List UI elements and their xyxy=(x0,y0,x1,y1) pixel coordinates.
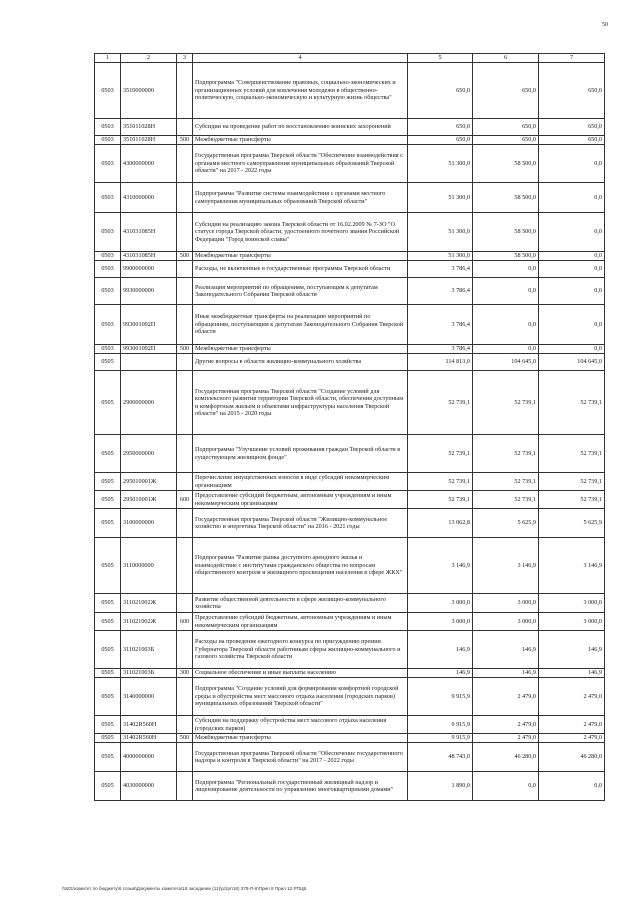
section-code-cell: 0505 xyxy=(95,509,121,538)
amount-2020-cell: 0,0 xyxy=(539,345,605,354)
item-name-cell: Подпрограмма "Создание условий для формирования комфортной городской среды и обустройства мест массового отдыха населения (городских парков) муниципальных образований Тверской области" xyxy=(193,678,408,716)
amount-2018-cell: 52 739,1 xyxy=(408,371,473,435)
amount-2019-cell: 58 500,0 xyxy=(473,145,539,183)
amount-2020-cell: 104 645,0 xyxy=(539,354,605,371)
amount-2018-cell: 51 300,0 xyxy=(408,145,473,183)
amount-2019-cell: 3 000,0 xyxy=(473,594,539,613)
table-row xyxy=(95,213,605,252)
expense-type-cell: 300 xyxy=(177,669,193,678)
amount-2018-cell: 52 739,1 xyxy=(408,491,473,509)
table-row xyxy=(95,613,605,631)
table-row xyxy=(95,278,605,305)
amount-2020-cell: 52 739,1 xyxy=(539,371,605,435)
target-article-cell: 295010001Ж xyxy=(121,491,177,509)
section-code-cell: 0505 xyxy=(95,613,121,631)
amount-2020-cell: 5 625,9 xyxy=(539,509,605,538)
item-name-cell: Перечисление имущественных взносов в виде субсидий некоммерческим организациям xyxy=(193,473,408,491)
column-number-row xyxy=(95,54,605,63)
table-row xyxy=(95,63,605,119)
item-name-cell: Субсидии на проведение работ по восстановлению воинских захоронений xyxy=(193,119,408,136)
section-code-cell: 0505 xyxy=(95,354,121,371)
table-row xyxy=(95,435,605,473)
item-name-cell: Подпрограмма "Улучшение условий проживания граждан Тверской области в существующем жилищном фонде" xyxy=(193,435,408,473)
item-name-cell: Предоставление субсидий бюджетным, автономным учреждениям и иным некоммерческим организациям xyxy=(193,491,408,509)
expense-type-cell xyxy=(177,435,193,473)
amount-2020-cell: 2 479,0 xyxy=(539,734,605,743)
section-code-cell: 0505 xyxy=(95,678,121,716)
amount-2020-cell: 146,9 xyxy=(539,669,605,678)
amount-2020-cell: 3 146,9 xyxy=(539,538,605,594)
amount-2019-cell: 0,0 xyxy=(473,305,539,345)
expense-type-cell xyxy=(177,354,193,371)
table-row xyxy=(95,631,605,669)
column-number: 5 xyxy=(408,54,473,63)
amount-2019-cell: 0,0 xyxy=(473,345,539,354)
amount-2019-cell: 650,0 xyxy=(473,119,539,136)
section-code-cell: 0505 xyxy=(95,716,121,734)
section-code-cell: 0505 xyxy=(95,371,121,435)
column-number: 3 xyxy=(177,54,193,63)
target-article-cell: 4300000000 xyxy=(121,145,177,183)
target-article-cell: 31402R560Н xyxy=(121,734,177,743)
section-code-cell: 0503 xyxy=(95,119,121,136)
expense-type-cell xyxy=(177,278,193,305)
item-name-cell: Расходы, не включенные в государственные программы Тверской области xyxy=(193,261,408,278)
amount-2019-cell: 0,0 xyxy=(473,261,539,278)
page-number: 50 xyxy=(602,22,608,28)
table-row xyxy=(95,345,605,354)
table-row xyxy=(95,136,605,145)
amount-2020-cell: 0,0 xyxy=(539,145,605,183)
column-number: 6 xyxy=(473,54,539,63)
amount-2019-cell: 2 479,0 xyxy=(473,716,539,734)
amount-2018-cell: 3 000,0 xyxy=(408,613,473,631)
section-code-cell: 0503 xyxy=(95,136,121,145)
target-article-cell: 2900000000 xyxy=(121,371,177,435)
amount-2018-cell: 9 915,9 xyxy=(408,734,473,743)
item-name-cell: Государственная программа Тверской области "Жилищно-коммунальное хозяйство и энергетика Тверской области" на 2016 - 2021 годы xyxy=(193,509,408,538)
expense-type-cell xyxy=(177,509,193,538)
amount-2018-cell: 9 915,9 xyxy=(408,716,473,734)
amount-2020-cell: 3 000,0 xyxy=(539,613,605,631)
column-number: 1 xyxy=(95,54,121,63)
amount-2018-cell: 9 915,9 xyxy=(408,678,473,716)
target-article-cell: 9900000000 xyxy=(121,261,177,278)
item-name-cell: Другие вопросы в области жилищно-коммунального хозяйства xyxy=(193,354,408,371)
item-name-cell: Расходы на проведение ежегодного конкурса по присуждению премии Губернатора Тверской области работникам сферы жилищно-коммунального и газового хозяйства Тверской области xyxy=(193,631,408,669)
table-row xyxy=(95,772,605,801)
amount-2020-cell: 52 739,1 xyxy=(539,491,605,509)
amount-2020-cell: 650,0 xyxy=(539,136,605,145)
item-name-cell: Предоставление субсидий бюджетным, автономным учреждениям и иным некоммерческим организациям xyxy=(193,613,408,631)
amount-2018-cell: 3 786,4 xyxy=(408,345,473,354)
expense-type-cell: 600 xyxy=(177,613,193,631)
amount-2018-cell: 52 739,1 xyxy=(408,435,473,473)
section-code-cell: 0505 xyxy=(95,743,121,772)
column-number: 4 xyxy=(193,54,408,63)
section-code-cell: 0503 xyxy=(95,183,121,213)
item-name-cell: Развитие общественной деятельности в сфере жилищно-коммунального хозяйства xyxy=(193,594,408,613)
table-row xyxy=(95,491,605,509)
amount-2018-cell: 3 786,4 xyxy=(408,305,473,345)
section-code-cell: 0505 xyxy=(95,734,121,743)
expense-type-cell: 500 xyxy=(177,252,193,261)
table-row xyxy=(95,669,605,678)
amount-2019-cell: 146,9 xyxy=(473,669,539,678)
amount-2018-cell: 146,9 xyxy=(408,669,473,678)
amount-2018-cell: 114 813,0 xyxy=(408,354,473,371)
section-code-cell: 0505 xyxy=(95,538,121,594)
expense-type-cell xyxy=(177,119,193,136)
amount-2019-cell: 104 645,0 xyxy=(473,354,539,371)
amount-2020-cell: 0,0 xyxy=(539,183,605,213)
section-code-cell: 0505 xyxy=(95,473,121,491)
amount-2019-cell: 146,9 xyxy=(473,631,539,669)
amount-2019-cell: 52 739,1 xyxy=(473,371,539,435)
expense-type-cell xyxy=(177,716,193,734)
target-article-cell: 311021002Ж xyxy=(121,613,177,631)
amount-2018-cell: 3 786,4 xyxy=(408,278,473,305)
item-name-cell: Межбюджетные трансферты xyxy=(193,734,408,743)
expense-type-cell xyxy=(177,743,193,772)
amount-2018-cell: 650,0 xyxy=(408,119,473,136)
expense-type-cell xyxy=(177,305,193,345)
expense-type-cell: 500 xyxy=(177,136,193,145)
expense-type-cell xyxy=(177,261,193,278)
table-row xyxy=(95,252,605,261)
expense-type-cell xyxy=(177,538,193,594)
target-article-cell: 4000000000 xyxy=(121,743,177,772)
amount-2020-cell: 46 280,0 xyxy=(539,743,605,772)
target-article-cell: 295010001Ж xyxy=(121,473,177,491)
amount-2018-cell: 48 743,0 xyxy=(408,743,473,772)
section-code-cell: 0505 xyxy=(95,491,121,509)
target-article-cell: 311021002Ж xyxy=(121,594,177,613)
amount-2018-cell: 52 739,1 xyxy=(408,473,473,491)
amount-2020-cell: 650,0 xyxy=(539,119,605,136)
column-number: 2 xyxy=(121,54,177,63)
section-code-cell: 0503 xyxy=(95,261,121,278)
table-row xyxy=(95,371,605,435)
table-row xyxy=(95,678,605,716)
amount-2020-cell: 52 739,1 xyxy=(539,435,605,473)
expense-type-cell: 500 xyxy=(177,734,193,743)
amount-2019-cell: 0,0 xyxy=(473,278,539,305)
amount-2020-cell: 2 479,0 xyxy=(539,716,605,734)
table-row xyxy=(95,183,605,213)
expense-type-cell xyxy=(177,772,193,801)
target-article-cell: 351011028Н xyxy=(121,119,177,136)
item-name-cell: Государственная программа Тверской области "Создание условий для комплексного развития территории Тверской области, обеспечения доступным и комфортным жильем и объектами инфраструктуры населения Тверской области" на 2015 - 2020 годы xyxy=(193,371,408,435)
footer-file-path: \\ts01\комитет по бюджету\6 созыв\Документы комитета\18 заседание (11)\p\zpr\18) 378-П-6\Прил 8 Прил 12 РПЦБ xyxy=(62,886,307,891)
item-name-cell: Подпрограмма "Совершенствование правовых, социально-экономических и организационных условий для вовлечения молодежи в общественно-политическую, социально-экономическую и культурную жизнь общества" xyxy=(193,63,408,119)
item-name-cell: Социальное обеспечение и иные выплаты населению xyxy=(193,669,408,678)
table-row xyxy=(95,538,605,594)
target-article-cell: 311021003Б xyxy=(121,669,177,678)
target-article-cell: 9930000000 xyxy=(121,278,177,305)
amount-2020-cell: 0,0 xyxy=(539,278,605,305)
target-article-cell: 2950000000 xyxy=(121,435,177,473)
table-row xyxy=(95,716,605,734)
amount-2019-cell: 58 500,0 xyxy=(473,213,539,252)
target-article-cell: 993001092П xyxy=(121,305,177,345)
amount-2019-cell: 3 146,9 xyxy=(473,538,539,594)
section-code-cell: 0505 xyxy=(95,631,121,669)
amount-2020-cell: 146,9 xyxy=(539,631,605,669)
amount-2018-cell: 51 300,0 xyxy=(408,252,473,261)
item-name-cell: Подпрограмма "Региональный государственный жилищный надзор и лицензирование деятельности по управлению многоквартирными домами" xyxy=(193,772,408,801)
table-row xyxy=(95,594,605,613)
amount-2018-cell: 3 146,9 xyxy=(408,538,473,594)
amount-2018-cell: 146,9 xyxy=(408,631,473,669)
amount-2019-cell: 52 739,1 xyxy=(473,473,539,491)
table-row xyxy=(95,743,605,772)
amount-2019-cell: 5 625,9 xyxy=(473,509,539,538)
expense-type-cell xyxy=(177,631,193,669)
expense-type-cell xyxy=(177,678,193,716)
expense-type-cell xyxy=(177,145,193,183)
section-code-cell: 0503 xyxy=(95,63,121,119)
amount-2019-cell: 58 500,0 xyxy=(473,183,539,213)
expense-type-cell: 500 xyxy=(177,345,193,354)
amount-2019-cell: 52 739,1 xyxy=(473,491,539,509)
item-name-cell: Субсидии на поддержку обустройства мест массового отдыха населения (городских парков) xyxy=(193,716,408,734)
target-article-cell: 351011028Н xyxy=(121,136,177,145)
target-article-cell: 4310000000 xyxy=(121,183,177,213)
amount-2018-cell: 3 000,0 xyxy=(408,594,473,613)
target-article-cell: 3110000000 xyxy=(121,538,177,594)
table-row xyxy=(95,119,605,136)
item-name-cell: Подпрограмма "Развитие рынка доступного арендного жилья и взаимодействие с институтами гражданского общества по вопросам общественного контроля и жилищного просвещения населения в сфере ЖКХ" xyxy=(193,538,408,594)
amount-2018-cell: 3 786,4 xyxy=(408,261,473,278)
amount-2020-cell: 2 479,0 xyxy=(539,678,605,716)
target-article-cell xyxy=(121,354,177,371)
item-name-cell: Государственная программа Тверской области "Обеспечение государственного надзора и контроля в Тверской области" на 2017 - 2022 годы xyxy=(193,743,408,772)
amount-2019-cell: 0,0 xyxy=(473,772,539,801)
target-article-cell: 993001092П xyxy=(121,345,177,354)
section-code-cell: 0503 xyxy=(95,252,121,261)
item-name-cell: Реализация мероприятий по обращениям, поступающим к депутатам Законодательного Собрания Тверской области xyxy=(193,278,408,305)
item-name-cell: Подпрограмма "Развитие системы взаимодействия с органами местного самоуправления муниципальных образований Тверской области" xyxy=(193,183,408,213)
amount-2020-cell: 0,0 xyxy=(539,252,605,261)
amount-2018-cell: 51 300,0 xyxy=(408,213,473,252)
amount-2020-cell: 52 739,1 xyxy=(539,473,605,491)
section-code-cell: 0505 xyxy=(95,669,121,678)
table-row xyxy=(95,354,605,371)
table-row xyxy=(95,509,605,538)
amount-2019-cell: 52 739,1 xyxy=(473,435,539,473)
section-code-cell: 0503 xyxy=(95,213,121,252)
item-name-cell: Субсидии на реализацию закона Тверской области от 16.02.2009 № 7-ЗО "О статусе города Тверской области, удостоенного почетного звания Российской Федерации "Город воинской славы" xyxy=(193,213,408,252)
expense-type-cell xyxy=(177,183,193,213)
section-code-cell: 0503 xyxy=(95,278,121,305)
amount-2018-cell: 650,0 xyxy=(408,136,473,145)
target-article-cell: 3140000000 xyxy=(121,678,177,716)
expense-type-cell xyxy=(177,473,193,491)
item-name-cell: Межбюджетные трансферты xyxy=(193,136,408,145)
target-article-cell: 311021003Б xyxy=(121,631,177,669)
table-row xyxy=(95,473,605,491)
expense-type-cell xyxy=(177,371,193,435)
table-row xyxy=(95,145,605,183)
expense-type-cell: 600 xyxy=(177,491,193,509)
target-article-cell: 4030000000 xyxy=(121,772,177,801)
section-code-cell: 0503 xyxy=(95,145,121,183)
amount-2018-cell: 13 062,8 xyxy=(408,509,473,538)
amount-2018-cell: 650,0 xyxy=(408,63,473,119)
amount-2020-cell: 0,0 xyxy=(539,772,605,801)
expense-type-cell xyxy=(177,594,193,613)
item-name-cell: Межбюджетные трансферты xyxy=(193,252,408,261)
amount-2019-cell: 3 000,0 xyxy=(473,613,539,631)
amount-2020-cell: 0,0 xyxy=(539,213,605,252)
target-article-cell: 3510000000 xyxy=(121,63,177,119)
amount-2019-cell: 2 479,0 xyxy=(473,734,539,743)
expense-type-cell xyxy=(177,213,193,252)
target-article-cell: 31402R560Н xyxy=(121,716,177,734)
table-row xyxy=(95,734,605,743)
table-row xyxy=(95,305,605,345)
item-name-cell: Государственная программа Тверской области "Обеспечение взаимодействия с органами местного самоуправления муниципальных образований Тверской области" на 2017 - 2022 годы xyxy=(193,145,408,183)
section-code-cell: 0505 xyxy=(95,435,121,473)
section-code-cell: 0505 xyxy=(95,772,121,801)
amount-2019-cell: 650,0 xyxy=(473,63,539,119)
table-row xyxy=(95,261,605,278)
amount-2019-cell: 2 479,0 xyxy=(473,678,539,716)
budget-table xyxy=(94,53,605,801)
item-name-cell: Иные межбюджетные трансферты на реализацию мероприятий по обращениям, поступающим к депутатам Законодательного Собрания Тверской области xyxy=(193,305,408,345)
section-code-cell: 0503 xyxy=(95,345,121,354)
amount-2020-cell: 0,0 xyxy=(539,305,605,345)
amount-2019-cell: 46 280,0 xyxy=(473,743,539,772)
amount-2018-cell: 51 300,0 xyxy=(408,183,473,213)
amount-2020-cell: 0,0 xyxy=(539,261,605,278)
amount-2019-cell: 58 500,0 xyxy=(473,252,539,261)
amount-2020-cell: 3 000,0 xyxy=(539,594,605,613)
item-name-cell: Межбюджетные трансферты xyxy=(193,345,408,354)
target-article-cell: 431031085Н xyxy=(121,213,177,252)
section-code-cell: 0505 xyxy=(95,594,121,613)
target-article-cell: 3100000000 xyxy=(121,509,177,538)
target-article-cell: 431031085Н xyxy=(121,252,177,261)
amount-2019-cell: 650,0 xyxy=(473,136,539,145)
amount-2018-cell: 1 890,0 xyxy=(408,772,473,801)
expense-type-cell xyxy=(177,63,193,119)
column-number: 7 xyxy=(539,54,605,63)
section-code-cell: 0503 xyxy=(95,305,121,345)
amount-2020-cell: 650,0 xyxy=(539,63,605,119)
